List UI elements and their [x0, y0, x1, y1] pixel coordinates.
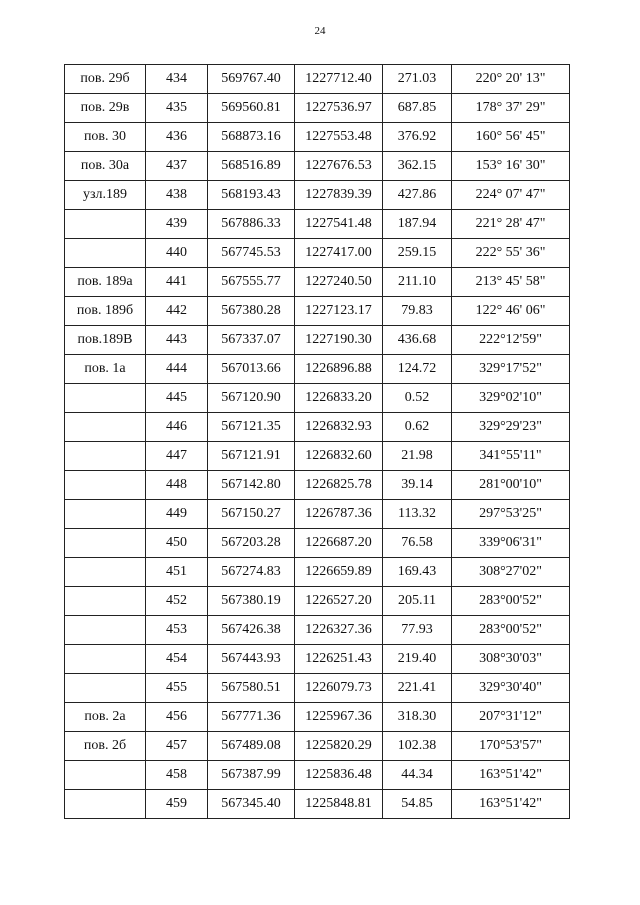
bearing-cell: 283°00'52": [452, 616, 570, 645]
point-name-cell: [65, 761, 146, 790]
y-coordinate-cell: 1227240.50: [295, 268, 383, 297]
x-coordinate-cell: 569767.40: [208, 65, 295, 94]
x-coordinate-cell: 569560.81: [208, 94, 295, 123]
point-name-cell: пов. 2б: [65, 732, 146, 761]
distance-cell: 77.93: [383, 616, 452, 645]
point-number-cell: 443: [146, 326, 208, 355]
point-number-cell: 449: [146, 500, 208, 529]
y-coordinate-cell: 1226787.36: [295, 500, 383, 529]
y-coordinate-cell: 1226833.20: [295, 384, 383, 413]
distance-cell: 54.85: [383, 790, 452, 819]
bearing-cell: 163°51'42": [452, 790, 570, 819]
table-row: [65, 210, 570, 239]
bearing-cell: 329°02'10": [452, 384, 570, 413]
distance-cell: 376.92: [383, 123, 452, 152]
table-row: [65, 529, 570, 558]
coordinates-table: [64, 64, 570, 819]
x-coordinate-cell: 567013.66: [208, 355, 295, 384]
table-row: [65, 442, 570, 471]
bearing-cell: 207°31'12": [452, 703, 570, 732]
bearing-cell: 308°27'02": [452, 558, 570, 587]
distance-cell: 221.41: [383, 674, 452, 703]
point-number-cell: 454: [146, 645, 208, 674]
table-row: [65, 790, 570, 819]
point-number-cell: 448: [146, 471, 208, 500]
point-name-cell: [65, 616, 146, 645]
point-number-cell: 450: [146, 529, 208, 558]
x-coordinate-cell: 567555.77: [208, 268, 295, 297]
distance-cell: 102.38: [383, 732, 452, 761]
table-row: [65, 94, 570, 123]
bearing-cell: 222° 55' 36": [452, 239, 570, 268]
y-coordinate-cell: 1226251.43: [295, 645, 383, 674]
point-name-cell: узл.189: [65, 181, 146, 210]
distance-cell: 169.43: [383, 558, 452, 587]
point-number-cell: 451: [146, 558, 208, 587]
x-coordinate-cell: 567203.28: [208, 529, 295, 558]
table-row: [65, 732, 570, 761]
bearing-cell: 213° 45' 58": [452, 268, 570, 297]
bearing-cell: 297°53'25": [452, 500, 570, 529]
y-coordinate-cell: 1226327.36: [295, 616, 383, 645]
point-number-cell: 435: [146, 94, 208, 123]
x-coordinate-cell: 567380.28: [208, 297, 295, 326]
y-coordinate-cell: 1227190.30: [295, 326, 383, 355]
x-coordinate-cell: 567443.93: [208, 645, 295, 674]
bearing-cell: 329°29'23": [452, 413, 570, 442]
x-coordinate-cell: 567121.91: [208, 442, 295, 471]
distance-cell: 0.52: [383, 384, 452, 413]
bearing-cell: 170°53'57": [452, 732, 570, 761]
table-row: [65, 645, 570, 674]
bearing-cell: 222°12'59": [452, 326, 570, 355]
x-coordinate-cell: 568873.16: [208, 123, 295, 152]
table-row: [65, 587, 570, 616]
distance-cell: 39.14: [383, 471, 452, 500]
x-coordinate-cell: 567380.19: [208, 587, 295, 616]
table-row: [65, 181, 570, 210]
y-coordinate-cell: 1226896.88: [295, 355, 383, 384]
point-number-cell: 436: [146, 123, 208, 152]
distance-cell: 259.15: [383, 239, 452, 268]
bearing-cell: 283°00'52": [452, 587, 570, 616]
distance-cell: 76.58: [383, 529, 452, 558]
table-row: [65, 239, 570, 268]
distance-cell: 271.03: [383, 65, 452, 94]
point-number-cell: 434: [146, 65, 208, 94]
x-coordinate-cell: 567142.80: [208, 471, 295, 500]
point-name-cell: пов. 189б: [65, 297, 146, 326]
bearing-cell: 163°51'42": [452, 761, 570, 790]
x-coordinate-cell: 567771.36: [208, 703, 295, 732]
point-name-cell: [65, 645, 146, 674]
point-number-cell: 444: [146, 355, 208, 384]
point-number-cell: 438: [146, 181, 208, 210]
y-coordinate-cell: 1225848.81: [295, 790, 383, 819]
bearing-cell: 224° 07' 47": [452, 181, 570, 210]
x-coordinate-cell: 567120.90: [208, 384, 295, 413]
point-name-cell: [65, 413, 146, 442]
point-name-cell: пов. 30а: [65, 152, 146, 181]
distance-cell: 79.83: [383, 297, 452, 326]
point-name-cell: [65, 558, 146, 587]
table-row: [65, 500, 570, 529]
point-number-cell: 441: [146, 268, 208, 297]
distance-cell: 187.94: [383, 210, 452, 239]
distance-cell: 318.30: [383, 703, 452, 732]
table-row: [65, 558, 570, 587]
distance-cell: 362.15: [383, 152, 452, 181]
y-coordinate-cell: 1226079.73: [295, 674, 383, 703]
bearing-cell: 221° 28' 47": [452, 210, 570, 239]
table-row: [65, 471, 570, 500]
bearing-cell: 308°30'03": [452, 645, 570, 674]
point-number-cell: 439: [146, 210, 208, 239]
point-name-cell: [65, 471, 146, 500]
bearing-cell: 220° 20' 13": [452, 65, 570, 94]
bearing-cell: 122° 46' 06": [452, 297, 570, 326]
table-row: [65, 123, 570, 152]
y-coordinate-cell: 1227676.53: [295, 152, 383, 181]
distance-cell: 21.98: [383, 442, 452, 471]
page-number: 24: [314, 25, 326, 37]
table-row: [65, 268, 570, 297]
point-name-cell: пов. 30: [65, 123, 146, 152]
point-number-cell: 457: [146, 732, 208, 761]
coordinates-table-body: [65, 65, 570, 819]
distance-cell: 113.32: [383, 500, 452, 529]
point-name-cell: [65, 210, 146, 239]
table-row: [65, 297, 570, 326]
y-coordinate-cell: 1225967.36: [295, 703, 383, 732]
table-row: [65, 413, 570, 442]
point-number-cell: 452: [146, 587, 208, 616]
distance-cell: 0.62: [383, 413, 452, 442]
point-name-cell: пов. 29б: [65, 65, 146, 94]
bearing-cell: 329°30'40": [452, 674, 570, 703]
distance-cell: 219.40: [383, 645, 452, 674]
table-row: [65, 616, 570, 645]
x-coordinate-cell: 567489.08: [208, 732, 295, 761]
x-coordinate-cell: 567387.99: [208, 761, 295, 790]
x-coordinate-cell: 567886.33: [208, 210, 295, 239]
table-row: [65, 384, 570, 413]
distance-cell: 205.11: [383, 587, 452, 616]
x-coordinate-cell: 567274.83: [208, 558, 295, 587]
x-coordinate-cell: 567426.38: [208, 616, 295, 645]
point-name-cell: [65, 239, 146, 268]
point-name-cell: пов. 189а: [65, 268, 146, 297]
point-number-cell: 459: [146, 790, 208, 819]
bearing-cell: 153° 16' 30": [452, 152, 570, 181]
point-name-cell: пов. 2а: [65, 703, 146, 732]
table-row: [65, 703, 570, 732]
y-coordinate-cell: 1227123.17: [295, 297, 383, 326]
table-row: [65, 326, 570, 355]
table-row: [65, 152, 570, 181]
point-name-cell: [65, 500, 146, 529]
x-coordinate-cell: 567150.27: [208, 500, 295, 529]
point-name-cell: пов.189В: [65, 326, 146, 355]
y-coordinate-cell: 1227536.97: [295, 94, 383, 123]
y-coordinate-cell: 1226687.20: [295, 529, 383, 558]
bearing-cell: 339°06'31": [452, 529, 570, 558]
point-number-cell: 440: [146, 239, 208, 268]
distance-cell: 124.72: [383, 355, 452, 384]
x-coordinate-cell: 567337.07: [208, 326, 295, 355]
x-coordinate-cell: 568193.43: [208, 181, 295, 210]
point-name-cell: [65, 529, 146, 558]
point-name-cell: пов. 1а: [65, 355, 146, 384]
x-coordinate-cell: 567745.53: [208, 239, 295, 268]
y-coordinate-cell: 1227839.39: [295, 181, 383, 210]
point-name-cell: [65, 790, 146, 819]
table-row: [65, 355, 570, 384]
point-name-cell: [65, 442, 146, 471]
x-coordinate-cell: 567580.51: [208, 674, 295, 703]
bearing-cell: 160° 56' 45": [452, 123, 570, 152]
distance-cell: 436.68: [383, 326, 452, 355]
y-coordinate-cell: 1227553.48: [295, 123, 383, 152]
y-coordinate-cell: 1226659.89: [295, 558, 383, 587]
y-coordinate-cell: 1227712.40: [295, 65, 383, 94]
distance-cell: 427.86: [383, 181, 452, 210]
bearing-cell: 178° 37' 29": [452, 94, 570, 123]
point-name-cell: [65, 384, 146, 413]
x-coordinate-cell: 567121.35: [208, 413, 295, 442]
x-coordinate-cell: 567345.40: [208, 790, 295, 819]
y-coordinate-cell: 1225836.48: [295, 761, 383, 790]
point-number-cell: 447: [146, 442, 208, 471]
y-coordinate-cell: 1226527.20: [295, 587, 383, 616]
point-number-cell: 437: [146, 152, 208, 181]
point-number-cell: 446: [146, 413, 208, 442]
point-name-cell: пов. 29в: [65, 94, 146, 123]
point-number-cell: 455: [146, 674, 208, 703]
y-coordinate-cell: 1226832.60: [295, 442, 383, 471]
table-row: [65, 65, 570, 94]
point-number-cell: 445: [146, 384, 208, 413]
point-number-cell: 453: [146, 616, 208, 645]
point-number-cell: 442: [146, 297, 208, 326]
y-coordinate-cell: 1226825.78: [295, 471, 383, 500]
table-row: [65, 761, 570, 790]
point-name-cell: [65, 674, 146, 703]
point-name-cell: [65, 587, 146, 616]
table-row: [65, 674, 570, 703]
distance-cell: 211.10: [383, 268, 452, 297]
point-number-cell: 456: [146, 703, 208, 732]
distance-cell: 44.34: [383, 761, 452, 790]
bearing-cell: 341°55'11": [452, 442, 570, 471]
x-coordinate-cell: 568516.89: [208, 152, 295, 181]
y-coordinate-cell: 1225820.29: [295, 732, 383, 761]
y-coordinate-cell: 1226832.93: [295, 413, 383, 442]
y-coordinate-cell: 1227541.48: [295, 210, 383, 239]
point-number-cell: 458: [146, 761, 208, 790]
distance-cell: 687.85: [383, 94, 452, 123]
bearing-cell: 281°00'10": [452, 471, 570, 500]
y-coordinate-cell: 1227417.00: [295, 239, 383, 268]
bearing-cell: 329°17'52": [452, 355, 570, 384]
